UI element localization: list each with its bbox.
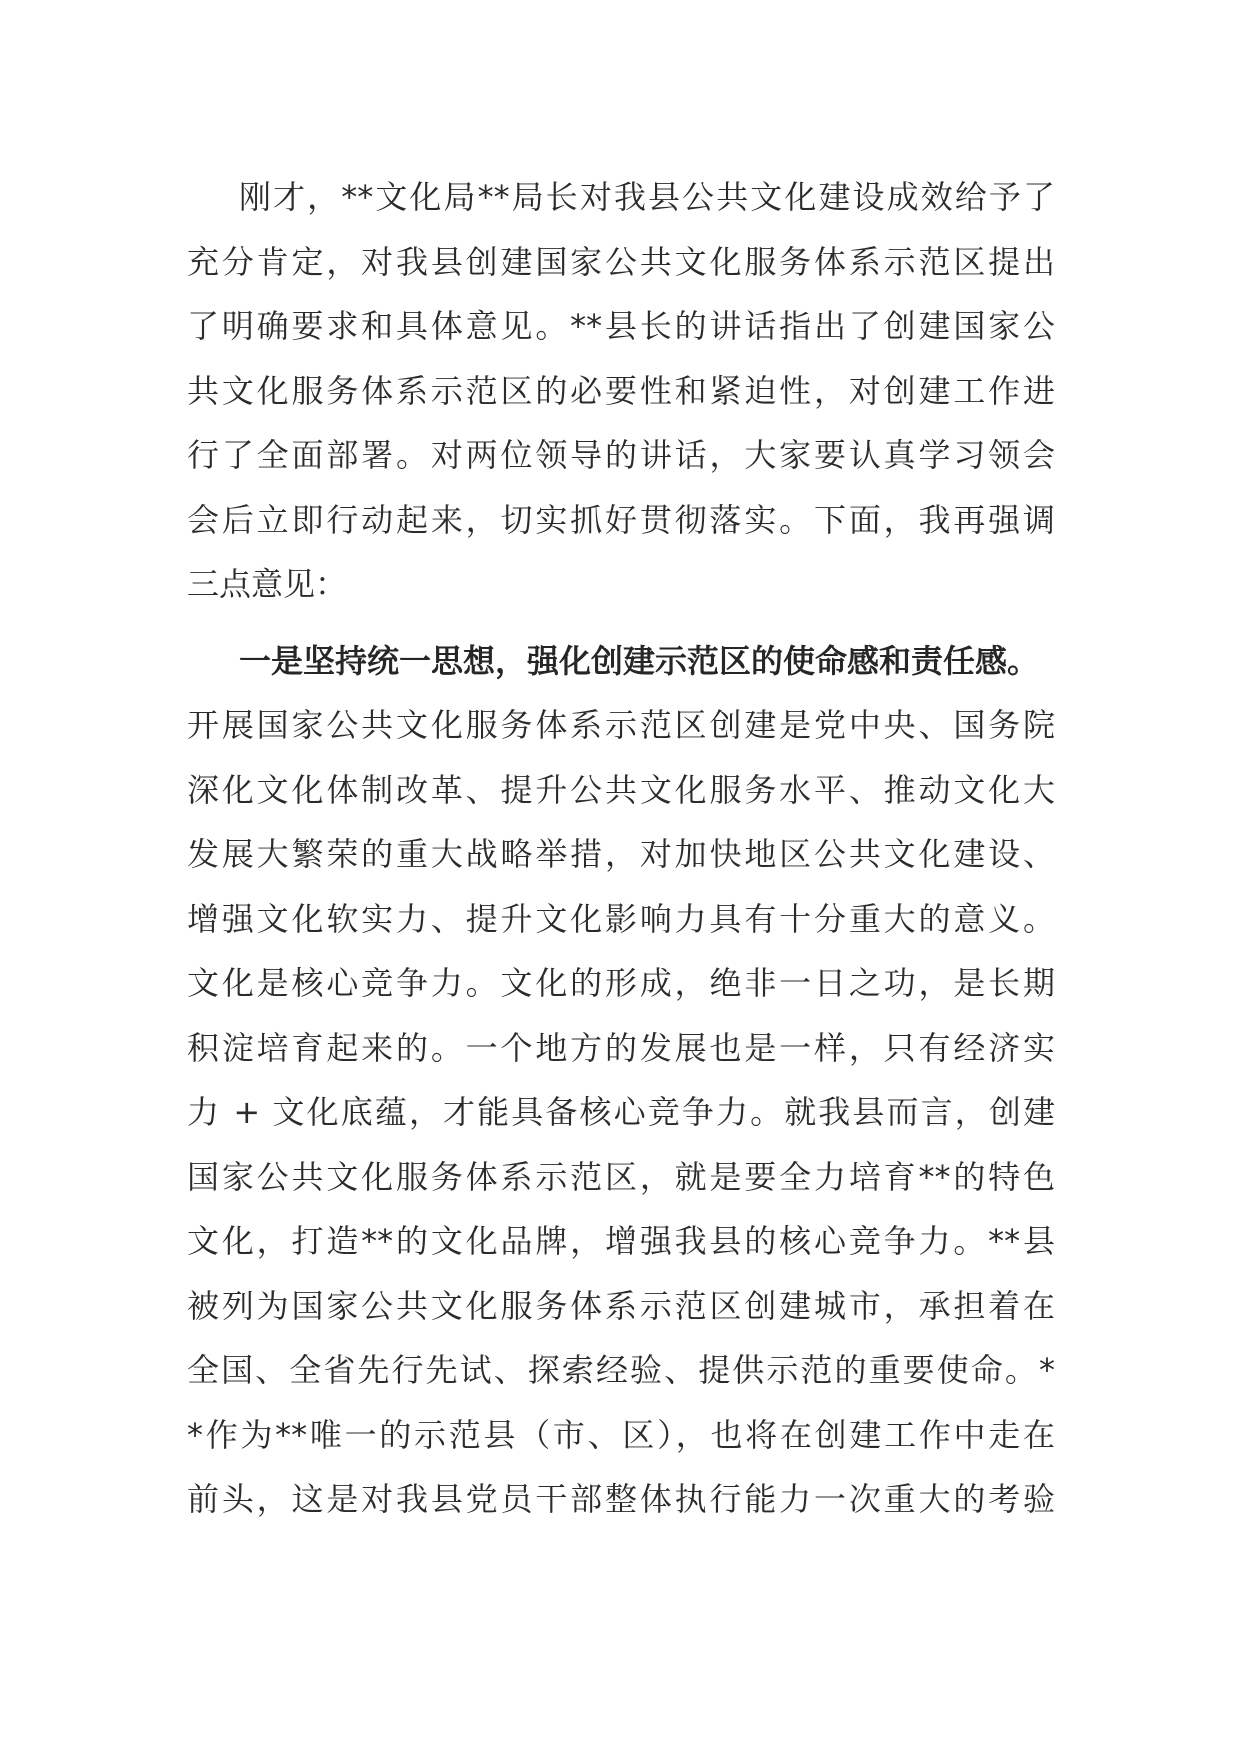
- text-line: 积淀培育起来的。一个地方的发展也是一样，只有经济实: [187, 1028, 1055, 1067]
- text-line: 共文化服务体系示范区的必要性和紧迫性，对创建工作进: [187, 371, 1055, 410]
- paragraph-point-one: [187, 629, 1055, 1532]
- text-line: 全国、全省先行先试、探索经验、提供示范的重要使命。*: [187, 1351, 1055, 1389]
- text-line: 力 + 文化底蕴，才能具备核心竞争力。就我县而言，创建: [187, 1093, 1055, 1131]
- text-line: 开展国家公共文化服务体系示范区创建是党中央、国务院: [187, 706, 1055, 744]
- paragraph-intro: [187, 165, 1055, 617]
- text-line: 前头，这是对我县党员干部整体执行能力一次重大的考验: [187, 1480, 1055, 1518]
- text-line: 了明确要求和具体意见。**县长的讲话指出了创建国家公: [187, 307, 1055, 345]
- paragraph-spacer: [187, 617, 1055, 629]
- point-heading: 一是坚持统一思想，强化创建示范区的使命感和责任感。: [239, 641, 1040, 680]
- text-line: 增强文化软实力、提升文化影响力具有十分重大的意义。: [187, 899, 1055, 938]
- text-line: 三点意见：: [187, 565, 348, 603]
- text-line: 充分肯定，对我县创建国家公共文化服务体系示范区提出: [187, 242, 1055, 281]
- text-line: 国家公共文化服务体系示范区，就是要全力培育**的特色: [187, 1157, 1055, 1196]
- text-line: 被列为国家公共文化服务体系示范区创建城市，承担着在: [187, 1286, 1055, 1325]
- text-line: 文化是核心竞争力。文化的形成，绝非一日之功，是长期: [187, 964, 1055, 1002]
- text-line: 会后立即行动起来，切实抓好贯彻落实。下面，我再强调: [187, 500, 1055, 539]
- text-line: 发展大繁荣的重大战略举措，对加快地区公共文化建设、: [187, 835, 1055, 873]
- text-line: 行了全面部署。对两位领导的讲话，大家要认真学习领会: [187, 436, 1055, 474]
- document-body: [187, 165, 1055, 1532]
- text-line: *作为**唯一的示范县（市、区），也将在创建工作中走在: [187, 1415, 1055, 1454]
- text-line: 刚才，**文化局**局长对我县公共文化建设成效给予了: [239, 178, 1055, 216]
- text-line: 深化文化体制改革、提升公共文化服务水平、推动文化大: [187, 770, 1055, 809]
- text-line: 文化，打造**的文化品牌，增强我县的核心竞争力。**县: [187, 1222, 1055, 1260]
